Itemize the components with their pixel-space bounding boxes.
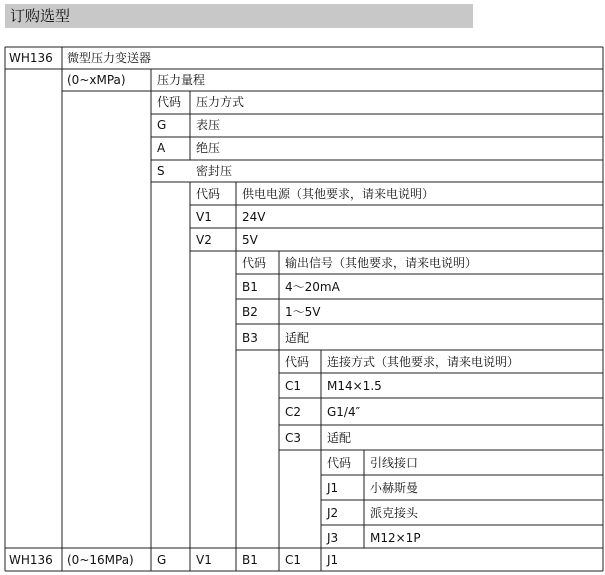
output-option-code: B3	[242, 331, 258, 345]
example-output: B1	[242, 553, 258, 567]
example-model: WH136	[9, 553, 53, 567]
power-option-desc: 24V	[242, 210, 266, 224]
range-label: (0~xMPa)	[67, 73, 126, 87]
product-name: 微型压力变送器	[67, 51, 152, 65]
lead-code-header: 代码	[327, 456, 352, 470]
lead-option-desc: M12×1P	[370, 531, 421, 545]
section-title-bar	[5, 4, 473, 28]
example-connection: C1	[285, 553, 302, 567]
connection-option-code: C3	[285, 431, 302, 445]
connection-option-desc: G1/4″	[327, 405, 361, 419]
pressure-option-desc: 绝压	[196, 141, 221, 155]
example-pressure: G	[157, 553, 167, 567]
connection-option-desc: 适配	[327, 431, 352, 445]
output-option-desc: 4～20mA	[285, 280, 340, 294]
range-title: 压力量程	[157, 73, 206, 87]
output-option-desc: 1～5V	[285, 305, 321, 319]
pressure-title: 压力方式	[196, 95, 245, 109]
lead-option-desc: 小赫斯曼	[370, 481, 419, 495]
power-option-code: V2	[196, 233, 212, 247]
output-option-code: B1	[242, 280, 258, 294]
section-title: 订购选型	[10, 7, 71, 25]
lead-option-desc: 派克接头	[370, 506, 419, 520]
pressure-option-code: S	[157, 164, 165, 178]
power-option-desc: 5V	[242, 233, 258, 247]
pressure-code-header: 代码	[157, 95, 182, 109]
lead-option-code: J1	[327, 481, 339, 495]
connection-code-header: 代码	[285, 355, 310, 369]
example-power: V1	[196, 553, 212, 567]
power-option-code: V1	[196, 210, 212, 224]
connection-option-code: C1	[285, 379, 302, 393]
lead-title: 引线接口	[370, 456, 419, 470]
pressure-option-code: A	[157, 141, 166, 155]
output-code-header: 代码	[242, 256, 267, 270]
power-code-header: 代码	[196, 187, 221, 201]
pressure-option-code: G	[157, 118, 167, 132]
connection-option-desc: M14×1.5	[327, 379, 382, 393]
power-title: 供电电源（其他要求，请来电说明）	[242, 187, 435, 201]
connection-option-code: C2	[285, 405, 302, 419]
example-lead: J1	[327, 553, 339, 567]
model-code: WH136	[9, 51, 53, 65]
output-title: 输出信号（其他要求，请来电说明）	[285, 256, 478, 270]
output-option-desc: 适配	[285, 331, 310, 345]
lead-option-code: J3	[327, 531, 339, 545]
example-range: (0~16MPa)	[67, 553, 134, 567]
output-option-code: B2	[242, 305, 258, 319]
lead-option-code: J2	[327, 506, 339, 520]
pressure-option-desc: 表压	[196, 118, 221, 132]
pressure-option-desc: 密封压	[196, 164, 233, 178]
connection-title: 连接方式（其他要求，请来电说明）	[327, 355, 520, 369]
